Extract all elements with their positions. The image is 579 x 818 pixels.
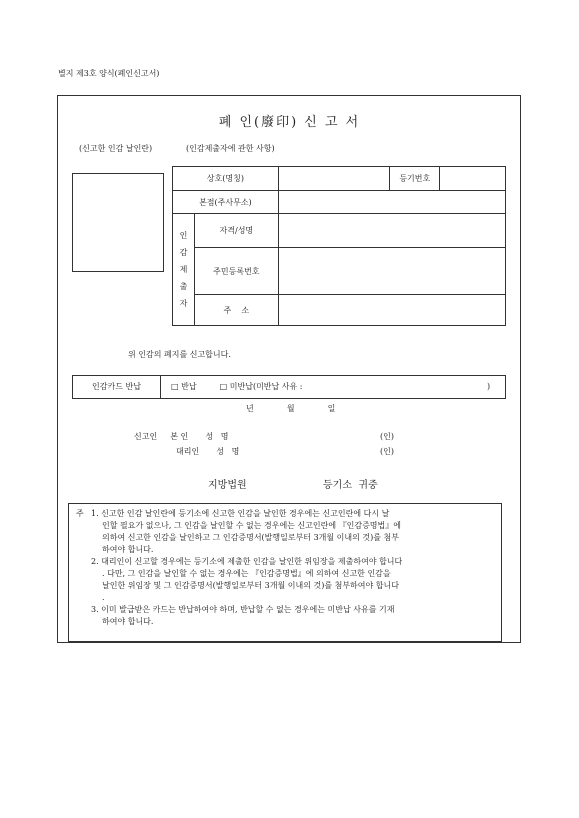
month-field[interactable]: 월 <box>286 404 295 413</box>
card-return-label: 인감카드 반납 <box>73 376 161 398</box>
self-name-label: 성 명 <box>205 432 229 441</box>
company-name-field[interactable] <box>278 167 390 191</box>
card-return-row <box>72 375 506 399</box>
resident-number-label: 주민등록번호 <box>194 248 278 295</box>
year-field[interactable]: 년 <box>246 404 254 413</box>
note-line: 하여야 합니다. <box>102 617 154 626</box>
form-reference-label: 별지 제3호 양식(폐인신고서) <box>58 69 160 78</box>
district-court-label: 지방법원 <box>208 480 247 491</box>
submitter-char: 자 <box>179 299 188 308</box>
note-line: 날인한 위임장 및 그 인감증명서(발행일로부터 3개월 이내의 것)를 첨부하여야 합니다 <box>102 581 399 590</box>
company-name-label: 상호(명칭) <box>173 167 279 191</box>
self-label: 본 인 <box>170 432 189 441</box>
reporter-self-row <box>134 431 228 442</box>
note-line: 1. 신고한 인감 날인란에 등기소에 신고한 인감을 날인한 경우에는 신고인란에 다시 날 <box>91 509 390 518</box>
submitter-char: 출 <box>179 282 188 291</box>
registry-office-label: 등기소 귀중 <box>323 480 378 491</box>
notes-prefix: 주 <box>76 509 84 518</box>
note-line: 2. 대리인이 신고할 경우에는 등기소에 제출한 인감을 날인한 위임장을 제출하여야 합니다 <box>91 557 403 566</box>
date-row <box>246 403 335 414</box>
head-office-field[interactable] <box>278 191 505 214</box>
card-return-options <box>171 376 302 398</box>
qualification-name-label: 자격/성명 <box>194 214 278 248</box>
submitter-vertical-label <box>173 214 195 326</box>
registration-number-field[interactable] <box>440 167 506 191</box>
reporter-agent-row <box>176 446 239 457</box>
agent-label: 대리인 <box>176 447 200 456</box>
form-title: 폐 인(廢印) 신 고 서 <box>218 115 361 130</box>
notes-box <box>68 503 502 642</box>
reporter-label: 신고인 <box>134 432 158 441</box>
not-returned-checkbox[interactable]: □ 미반납(미반납 사유 : <box>219 382 303 391</box>
resident-number-field[interactable] <box>278 248 505 295</box>
qualification-name-field[interactable] <box>278 214 505 248</box>
day-field[interactable]: 일 <box>327 404 336 413</box>
seal-area-caption: (신고한 인감 날인란) <box>79 144 153 153</box>
submitter-char: 감 <box>179 248 188 257</box>
declaration-text: 위 인감의 폐지를 신고합니다. <box>128 350 231 359</box>
note-line: 인할 필요가 없으나, 그 인감을 날인할 수 없는 경우에는 신고인란에 『인감증명법』에 <box>102 521 401 530</box>
submitter-section-caption: (인감제출자에 관한 사항) <box>186 144 275 153</box>
note-line: 하여야 합니다. <box>102 545 154 554</box>
note-line: 3. 이미 발급받은 카드는 반납하여야 하며, 반납할 수 없는 경우에는 미반납 사유를 기재 <box>91 605 395 614</box>
note-line: . 다만, 그 인감을 날인할 수 없는 경우에는 『인감증명법』에 의하여 신고한 인감을 <box>102 569 391 578</box>
reason-close-paren: ) <box>487 382 491 391</box>
self-seal-mark[interactable]: (인) <box>380 432 394 441</box>
address-label: 주 소 <box>194 295 278 326</box>
agent-name-label: 성 명 <box>216 447 240 456</box>
returned-checkbox[interactable]: □ 반납 <box>171 382 197 391</box>
note-line: . <box>102 593 105 602</box>
registration-number-label: 등기번호 <box>390 167 440 191</box>
submitter-char: 제 <box>179 265 188 274</box>
head-office-label: 본점(주사무소) <box>173 191 279 214</box>
note-line: 의하여 신고한 인감을 날인하고 그 인감증명서(발행일로부터 3개월 이내의 것)를 첨부 <box>102 533 399 542</box>
submitter-char: 인 <box>179 231 188 240</box>
submitter-info-table <box>172 166 506 326</box>
agent-seal-mark[interactable]: (인) <box>380 447 394 456</box>
court-addressee <box>208 476 378 491</box>
address-field[interactable] <box>278 295 505 326</box>
seal-stamp-box[interactable] <box>72 173 164 272</box>
